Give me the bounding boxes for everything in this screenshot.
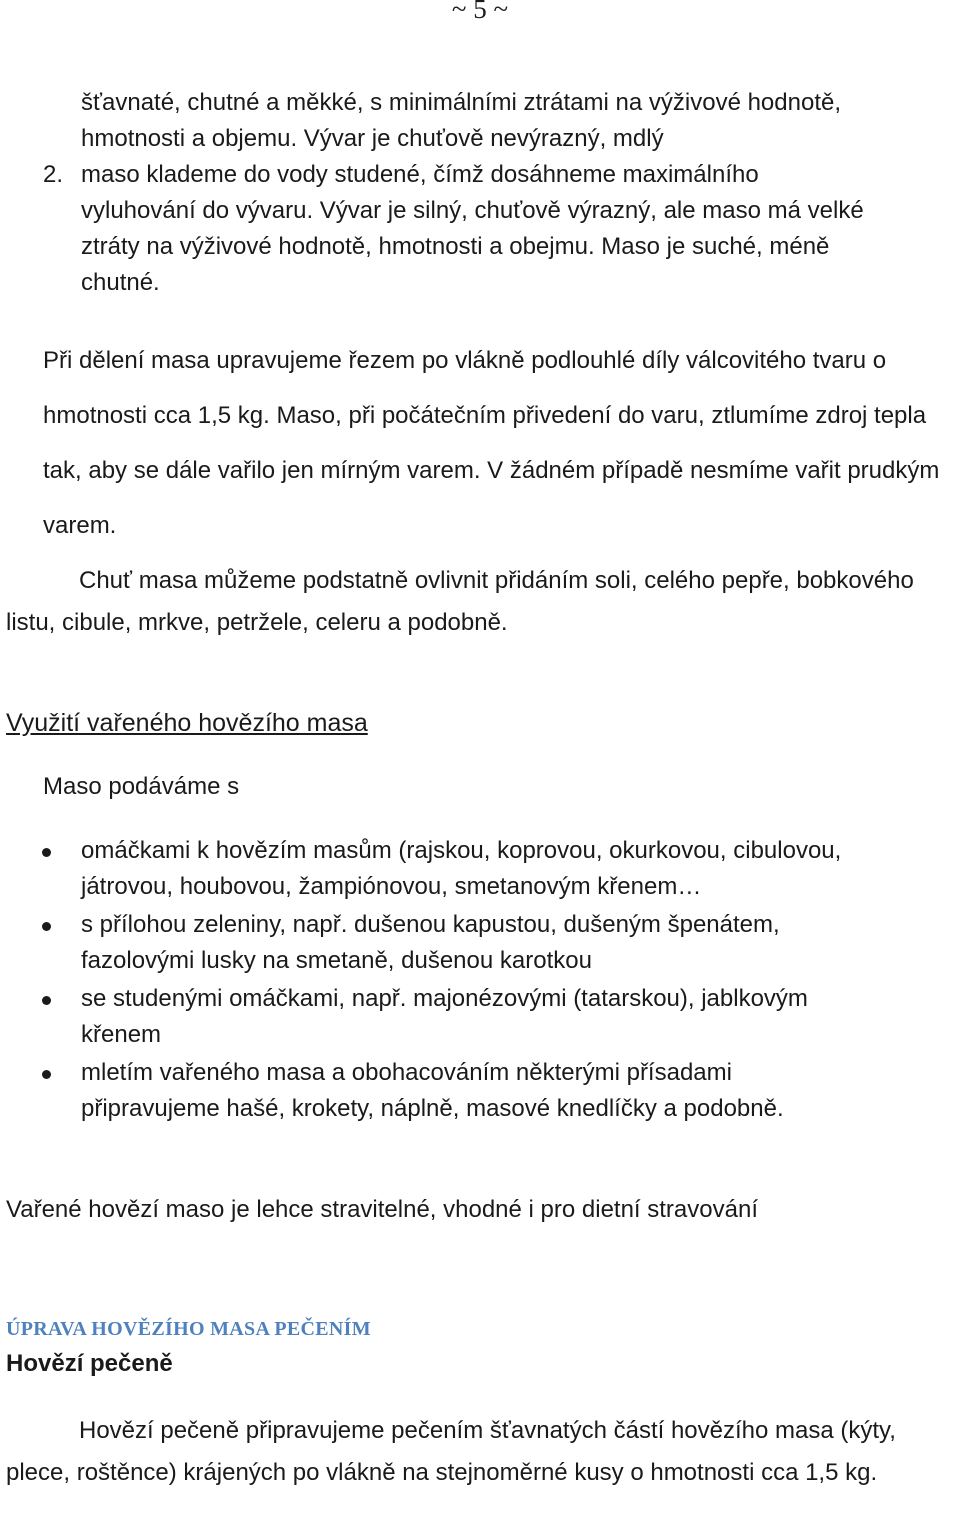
list-item [38,1055,841,1127]
bullet-icon [42,996,51,1005]
serving-list [38,833,841,1129]
paragraph-deleni: Při dělení masa upravujeme řezem po vlákně podlouhlé díly válcovitého tvaru o hmotnosti cca 1,5 kg. Maso, při počátečním přivedení do varu, ztlumíme zdroj tepla tak, aby se dále vařilo jen mírným varem. V žádném případě nesmíme vařit prudkým varem. [43,347,940,539]
text-line: omáčkami k hovězím masům (rajskou, koprovou, okurkovou, cibulovou, [81,837,842,864]
text-line: mletím vařeného masa a obohacováním některými přísadami [81,1059,732,1086]
text-line: s přílohou zeleniny, např. dušenou kapustou, dušeným špenátem, [81,911,780,938]
list-item [38,833,841,905]
page-number: ~ 5 ~ [451,0,509,24]
list-number: 2. [43,161,64,188]
list-item [38,981,841,1053]
text-line: chutné. [81,269,160,296]
text-line: se studenými omáčkami, např. majonézovými (tatarskou), jablkovým [81,985,808,1012]
subtitle-hovezi-pecene: Hovězí pečeně [6,1350,173,1377]
section-heading-vyuziti: Využití vařeného hovězího masa [6,709,368,737]
paragraph-hovezi-pecene: Hovězí pečeně připravujeme pečením šťavnatých částí hovězího masa (kýty, plece, roštěnce) krájených po vlákně na stejnoměrné kusy o hmotnosti cca 1,5 kg. [6,1417,896,1486]
text-line: křenem [81,1021,162,1048]
text-line: připravujeme hašé, krokety, náplně, masové knedlíčky a podobně. [81,1095,784,1122]
bullet-icon [42,922,51,931]
text-line: vyluhování do vývaru. Vývar je silný, chuťově výrazný, ale maso má velké [81,197,864,224]
list-item-2 [81,157,864,301]
text-line: hmotnosti a objemu. Vývar je chuťově nevýrazný, mdlý [81,125,664,152]
bullet-icon [42,848,51,857]
text-line: fazolovými lusky na smetaně, dušenou karotkou [81,947,592,974]
section-title-peceni: ÚPRAVA HOVĚZÍHO MASA PEČENÍM [6,1318,371,1340]
text-line: maso klademe do vody studené, čímž dosáhneme maximálního [81,161,759,188]
text-line: játrovou, houbovou, žampiónovou, smetanovým křenem… [81,873,702,900]
serving-intro: Maso podáváme s [43,773,240,800]
list-item [38,907,841,979]
list-continuation [81,85,841,157]
closing-statement: Vařené hovězí maso je lehce stravitelné, vhodné i pro dietní stravování [6,1196,758,1223]
text-line: šťavnaté, chutné a měkké, s minimálními ztrátami na výživové hodnotě, [81,89,842,116]
text-line: ztráty na výživové hodnotě, hmotnosti a obejmu. Maso je suché, méně [81,233,830,260]
bullet-icon [42,1070,51,1079]
paragraph-chut: Chuť masa můžeme podstatně ovlivnit přidáním soli, celého pepře, bobkového listu, cibule, mrkve, petržele, celeru a podobně. [6,567,914,636]
